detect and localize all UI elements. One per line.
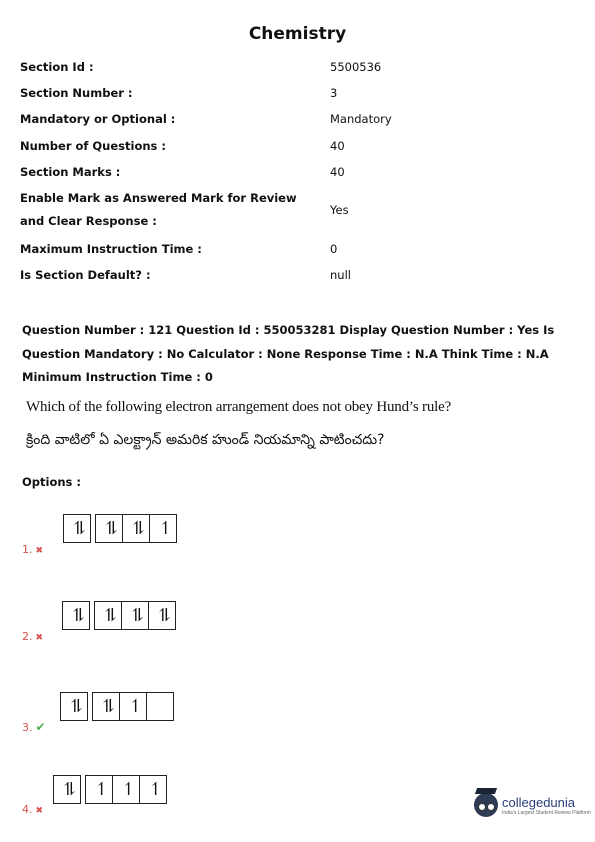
check-icon: ✔ — [35, 720, 46, 734]
section-row — [20, 264, 575, 287]
orbital-box: ⥮ — [103, 518, 115, 539]
orbital-box: ⥮ — [68, 696, 80, 717]
orbital-box: ↿ — [119, 693, 146, 720]
option-1-diagram — [63, 514, 177, 543]
section-row — [20, 135, 575, 158]
orbital-box: ⥮ — [121, 602, 148, 629]
option-number: 3. — [22, 721, 33, 734]
option-number: 1. — [22, 543, 33, 556]
option-number: 2. — [22, 630, 33, 643]
orbital-box — [146, 693, 173, 720]
option-3-diagram — [60, 692, 174, 721]
section-value: 3 — [330, 86, 338, 100]
logo-name: collegedunia — [502, 794, 576, 810]
orbital-box: ⥮ — [61, 779, 73, 800]
orbital-group-2p — [94, 601, 176, 630]
orbital-group-2s — [62, 601, 90, 630]
orbital-box: ⥮ — [102, 605, 114, 626]
orbital-group-2p — [85, 775, 167, 804]
collegedunia-logo — [474, 793, 591, 817]
section-label: Maximum Instruction Time : — [20, 242, 202, 256]
section-label: Number of Questions : — [20, 139, 166, 153]
section-row — [20, 187, 575, 233]
orbital-box: ↿ — [112, 776, 139, 803]
orbital-group-2p — [92, 692, 174, 721]
orbital-box: ↿ — [93, 779, 105, 800]
section-label: Enable Mark as Answered Mark for Review and Clear Response : — [20, 191, 297, 228]
orbital-box: ↿ — [139, 776, 166, 803]
page-title: Chemistry — [248, 24, 347, 44]
question-header: Question Number : 121 Question Id : 550053281 Display Question Number : Yes Is Question Mandatory : No Calculator : None Response Time : N.A Think Time : N.A Minimum Instruction Time : 0 — [22, 323, 555, 384]
orbital-box: ⥮ — [100, 696, 112, 717]
incorrect-icon: ✖ — [35, 546, 44, 556]
option-number: 4. — [22, 803, 33, 816]
orbital-box: ⥮ — [122, 515, 149, 542]
logo-tagline: India's Largest Student Review Platform — [502, 809, 591, 816]
section-row — [20, 108, 575, 131]
section-value: 5500536 — [330, 60, 382, 74]
orbital-group-2s — [53, 775, 81, 804]
option-4-diagram — [53, 775, 167, 804]
incorrect-icon: ✖ — [35, 633, 44, 643]
incorrect-icon: ✖ — [35, 806, 44, 816]
option-4-label — [22, 803, 43, 816]
section-label: Is Section Default? : — [20, 268, 151, 282]
section-row — [20, 161, 575, 184]
section-value: Mandatory — [330, 112, 392, 126]
section-row — [20, 56, 575, 79]
section-row — [20, 82, 575, 105]
section-value: Yes — [330, 203, 349, 217]
orbital-group-2s — [63, 514, 91, 543]
section-label: Section Id : — [20, 60, 94, 74]
section-label: Mandatory or Optional : — [20, 112, 176, 126]
option-2-label — [22, 630, 43, 643]
section-value: 40 — [330, 139, 345, 153]
section-value: 40 — [330, 165, 345, 179]
option-1-label — [22, 543, 43, 556]
section-value: 0 — [330, 242, 338, 256]
orbital-box: ⥮ — [148, 602, 175, 629]
orbital-group-2s — [60, 692, 88, 721]
section-value: null — [330, 268, 351, 282]
section-row — [20, 238, 575, 261]
orbital-group-2p — [95, 514, 177, 543]
question-text-english: Which of the following electron arrangement does not obey Hund’s rule? — [26, 399, 452, 415]
question-text-telugu: క్రింది వాటిలో ఏ ఎలక్ట్రాన్ అమరిక హుండ్ నియమాన్ని పాటించదు? — [26, 432, 385, 448]
options-label: Options : — [22, 475, 81, 489]
orbital-box: ↿ — [149, 515, 176, 542]
orbital-box: ⥮ — [71, 518, 83, 539]
mascot-icon — [474, 793, 498, 817]
orbital-box: ⥮ — [70, 605, 82, 626]
option-2-diagram — [62, 601, 176, 630]
section-label: Section Marks : — [20, 165, 121, 179]
section-label: Section Number : — [20, 86, 133, 100]
option-3-label — [22, 720, 46, 734]
